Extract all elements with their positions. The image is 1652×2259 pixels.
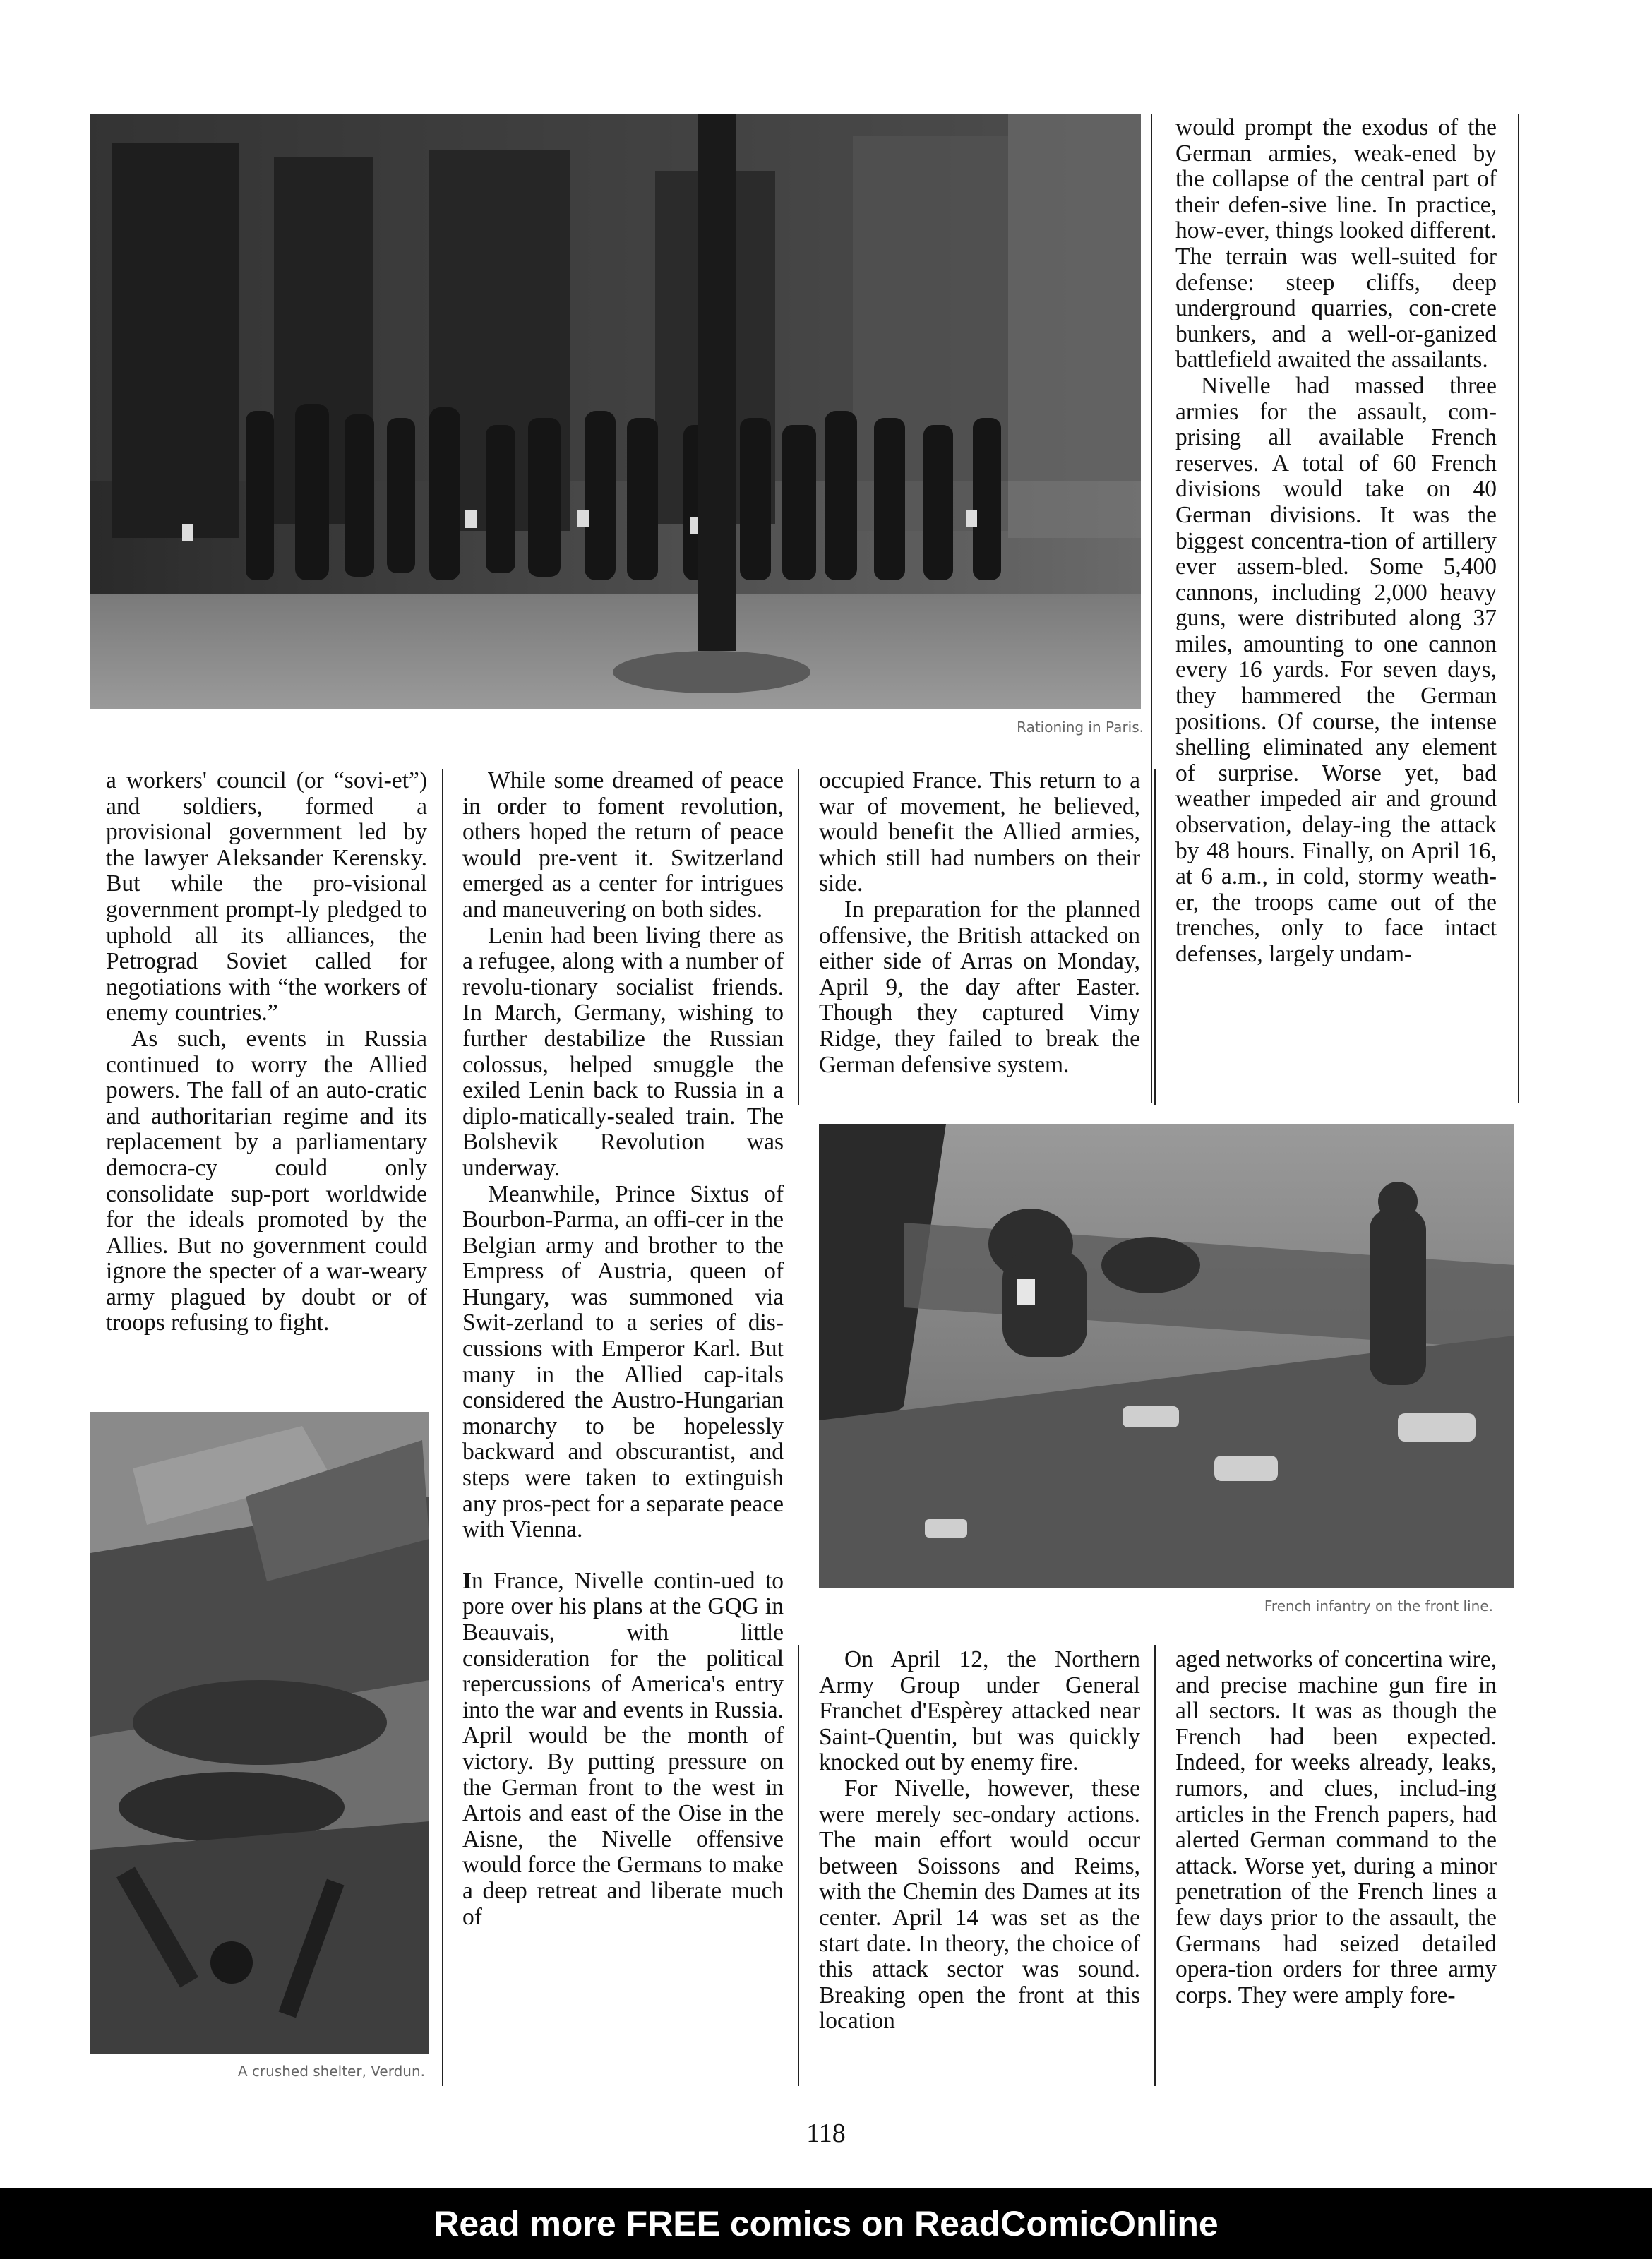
paragraph: Meanwhile, Prince Sixtus of Bourbon-Parma, an offi-cer in the Belgian army and brother to the Empress of Austria, queen of Hungary, was summoned via Swit-zerland to a series of dis-cussions with Emperor Karl. But many in the Allied cap-itals considered the Austro-Hungarian monarchy to be hopelessly backward and obscurantist, and steps were taken to extinguish any pros-pect for a separate peace with Vienna.	[462, 1180, 784, 1543]
paragraph	[462, 1569, 784, 1930]
paragraph: Lenin had been living there as a refugee, along with a number of revolu-tionary socialist friends. In March, Germany, wishing to further destabilize the Russian colossus, helped smuggle the exiled Lenin back to Russia in a diplo-matically-sealed train. The Bolshevik Revolution was underway.	[462, 922, 784, 1181]
paragraph: would prompt the exodus of the German armies, weak-ened by the collapse of the central part of their defen-sive line. In practice, how-ever, things looked different. The terrain was well-suited for defense: steep cliffs, deep underground quarries, con-crete bunkers, and a well-or-ganized battlefield awaited the assailants.	[1175, 114, 1497, 373]
paragraph: Nivelle had massed three armies for the assault, com-prising all available French reserves. A total of 60 French divisions would take on 40 German divisions. It was the biggest concentra-tion of artillery ever assem-bled. Some 5,400 cannons, including 2,000 heavy guns, were distributed along 37 miles, amounting to one cannon every 16 yards. For seven days, they hammered the German positions. Of course, the intense shelling eliminated any element of surprise. Worse yet, bad weather impeded air and ground observation, delay-ing the attack by 48 hours. Finally, on April 16, at 6 a.m., in cold, stormy weath-er, the troops came out of the trenches, only to face intact defenses, largely undam-	[1175, 372, 1497, 967]
column-4-bottom	[1175, 1647, 1497, 2008]
paragraph: occupied France. This return to a war of movement, he believed, would benefit the Allied armies, which still had numbers on their side.	[819, 767, 1140, 897]
paragraph: While some dreamed of peace in order to foment revolution, others hoped the return of peace would pre-vent it. Switzerland emerged as a center for intrigues and maneuvering on both sides.	[462, 767, 784, 923]
column-rule	[798, 769, 799, 1105]
paragraph: a workers' council (or “sovi-et”) and soldiers, formed a provisional government led by the lawyer Aleksander Kerensky. But while the pro-visional government prompt-ly pledged to uphold all its alliances, the Petrograd Soviet called for negotiations with “the workers of enemy countries.”	[106, 767, 427, 1026]
paragraph: aged networks of concertina wire, and precise machine gun fire in all sectors. It was as though the French had been expected. Indeed, for weeks already, leaks, rumors, and clues, includ-ing articles in the French papers, had alerted German command to the attack. Worse yet, during a minor penetration of the French lines a few days prior to the assault, the Germans had seized detailed opera-tion orders for three army corps. They were amply fore-	[1175, 1646, 1497, 2008]
shelter-caption: A crushed shelter, Verdun.	[237, 2063, 425, 2080]
rationing-photo	[90, 114, 1141, 709]
infantry-photo	[819, 1124, 1514, 1588]
shelter-photo	[90, 1412, 429, 2054]
column-3-top	[819, 768, 1140, 1078]
column-right-top	[1175, 115, 1497, 968]
rationing-caption: Rationing in Paris.	[1017, 719, 1144, 736]
paragraph-text: n France, Nivelle contin-ued to pore over his plans at the GQG in Beauvais, with little consideration for the political repercussions of America's entry into the war and events in Russia. April would be the month of victory. By putting pressure on the German front to the west in Artois and east of the Oise in the Aisne, the Nivelle offensive would force the Germans to make a deep retreat and liberate much of	[462, 1567, 784, 1930]
paragraph: On April 12, the Northern Army Group under General Franchet d'Espèrey attacked near Saint-Quentin, but was quickly knocked out by enemy fire.	[819, 1646, 1140, 1776]
column-3-bottom	[819, 1647, 1140, 2035]
paragraph: For Nivelle, however, these were merely sec-ondary actions. The main effort would occur between Soissons and Reims, with the Chemin des Dames at its center. April 14 was set as the start date. In theory, the choice of this attack sector was sound. Breaking open the front at this location	[819, 1775, 1140, 2035]
column-1	[106, 768, 427, 1336]
drop-cap: I	[462, 1567, 472, 1594]
column-rule	[1154, 769, 1156, 1105]
page-number: 118	[806, 2119, 846, 2148]
footer-banner[interactable]: Read more FREE comics on ReadComicOnline	[0, 2188, 1652, 2259]
paragraph: As such, events in Russia continued to worry the Allied powers. The fall of an auto-cratic and authoritarian regime and its replacement by a parliamentary democra-cy could only consolidate sup-port worldwide for the ideals promoted by the Allies. But no government could ignore the specter of a war-weary army plagued by doubt or of troops refusing to fight.	[106, 1025, 427, 1336]
column-rule	[442, 769, 443, 2086]
column-rule	[1154, 1645, 1156, 2086]
column-rule	[798, 1645, 799, 2086]
infantry-caption: French infantry on the front line.	[1264, 1598, 1493, 1614]
column-rule	[1151, 114, 1152, 1103]
paragraph: In preparation for the planned offensive, the British attacked on either side of Arras on Monday, April 9, the day after Easter. Though they captured Vimy Ridge, they failed to break the German defensive system.	[819, 896, 1140, 1078]
column-rule	[1518, 114, 1519, 1103]
column-2	[462, 768, 784, 1930]
